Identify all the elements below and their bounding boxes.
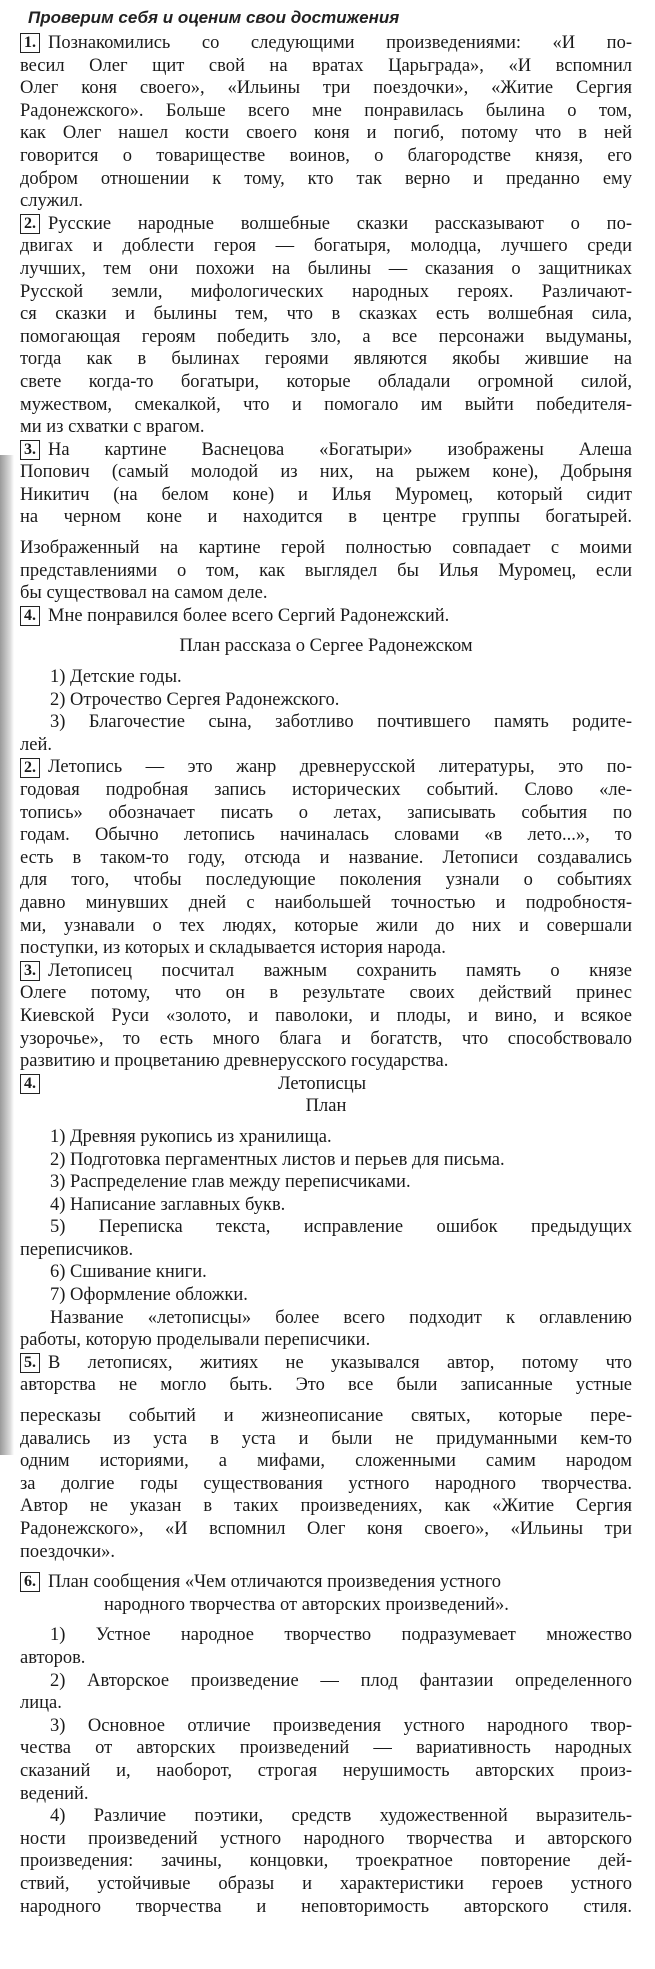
text-line: авторства не могло быть. Это все были записанные устные <box>20 1375 632 1396</box>
text-line: Летопись — это жанр древнерусской литературы, это по- <box>48 757 632 778</box>
text-line: годам. Обычно летопись начиналась словами «в лето...», то <box>20 825 632 846</box>
numbered-answer <box>20 1571 632 1616</box>
answer-first-line <box>20 1571 632 1594</box>
text-line: Радонежского», «И вспомнил Олег коня своего», «Ильины три <box>20 1519 632 1539</box>
text-line: за долгие годы существования устного народного творчества. <box>20 1473 632 1494</box>
answer-first-line <box>20 1073 632 1096</box>
text-line: Название «летописцы» более всего подходит к оглавлению <box>50 1307 632 1328</box>
text-line: 1) Древняя рукопись из хранилища. <box>50 1126 332 1147</box>
text-line: лей. <box>20 734 52 755</box>
text-line: топись» обозначает писать о летах, записывать события по <box>20 802 632 823</box>
text-line: народного творчества и неповторимость авторского стиля. <box>20 1896 632 1917</box>
document-body <box>20 32 632 1918</box>
text-line: Автор не указан в таких произведениях, как «Житие Сергия <box>20 1496 632 1517</box>
text-line: Мне понравился более всего Сергий Радонежский. <box>48 605 450 626</box>
text-line: 1) Устное народное творчество подразумевает множество <box>50 1625 632 1646</box>
text-line: ся сказки и былины тем, что в сказках есть волшебная сила, <box>20 304 632 325</box>
text-line: 3) Распределение глав между переписчиками. <box>50 1172 411 1193</box>
text-line: мужеством, смекалкой, что и помогало им выйти победителя- <box>20 394 632 415</box>
text-line: Русской земли, мифологических народных героях. Различают- <box>20 281 632 302</box>
numbered-answer <box>20 439 632 529</box>
text-block <box>20 537 632 605</box>
answer-number-box: 3. <box>20 961 40 981</box>
text-line: 2) Авторское произведение — плод фантазии определенного <box>50 1670 632 1691</box>
text-line: Никитич (на белом коне) и Илья Муромец, который сидит <box>20 484 632 505</box>
numbered-answer <box>20 605 632 628</box>
text-block <box>20 1624 632 1918</box>
text-line: 4) Написание заглавных букв. <box>50 1194 286 1215</box>
text-line: 2) Подготовка пергаментных листов и перьев для письма. <box>50 1149 505 1170</box>
text-line: Олег коня своего», «Ильины три поездочки», «Житие Сергия <box>20 78 632 99</box>
text-line: 3) Основное отличие произведения устного народного твор- <box>50 1715 632 1736</box>
answer-first-line <box>20 32 632 55</box>
text-line: развитию и процветанию древнерусского государства. <box>20 1051 449 1072</box>
text-line: ведений. <box>20 1783 89 1804</box>
text-line: Летописец посчитал важным сохранить память о князе <box>48 960 632 981</box>
text-line: В летописях, житиях не указывался автор, потому что <box>48 1352 632 1373</box>
numbered-answer <box>20 756 632 959</box>
text-line: Попович (самый молодой из них, на рыжем коне), Добрыня <box>20 462 632 483</box>
text-line: есть в таком-то году, отсюда и название. Летописи создавались <box>20 847 632 868</box>
text-line: работы, которую проделывали переписчики. <box>20 1330 371 1351</box>
text-line: поездочки». <box>20 1541 116 1562</box>
answer-number-box: 4. <box>20 606 40 626</box>
text-line: сказаний и, наоборот, строгая нерушимость авторских произ- <box>20 1760 632 1781</box>
answer-number-box: 1. <box>20 33 40 53</box>
text-line: одним историями, а мифами, сложенными самим народом <box>20 1451 632 1472</box>
answer-first-line <box>20 960 632 983</box>
answer-number-box: 2. <box>20 758 40 778</box>
text-line: ности произведений устного народного творчества и авторского <box>20 1828 632 1849</box>
text-block <box>20 1126 632 1352</box>
text-line: давно минувших дней с наибольшей точностью и подробностя- <box>20 892 632 913</box>
text-line: Изображенный на картине герой полностью совпадает с моими <box>20 538 632 559</box>
answer-number-box: 6. <box>20 1572 40 1592</box>
text-line: лица. <box>20 1693 62 1714</box>
text-line: 2) Отрочество Сергея Радонежского. <box>50 689 340 710</box>
text-line: говорится о товариществе воинов, о благородстве князя, его <box>20 145 632 166</box>
text-line: поступки, из которых и складывается история народа. <box>20 938 446 959</box>
text-line: бы существовал на самом деле. <box>20 583 268 604</box>
text-block <box>20 666 632 756</box>
text-line: добром отношении к тому, кто так верно и преданно ему <box>20 168 632 189</box>
text-line: 1) Детские годы. <box>50 667 182 688</box>
text-line: служил. <box>20 191 83 212</box>
text-line: помогающая героям победить зло, а все персонажи выдуманы, <box>20 326 632 347</box>
text-block <box>20 1405 632 1563</box>
answer-number-box: 3. <box>20 440 40 460</box>
text-line: Русские народные волшебные сказки рассказывают о по- <box>48 213 632 234</box>
answer-first-line <box>20 439 632 462</box>
answer-number-box: 4. <box>20 1074 40 1094</box>
text-block <box>20 635 632 658</box>
text-line: пересказы событий и жизнеописание святых, которые пере- <box>20 1406 632 1427</box>
answer-number-box: 2. <box>20 214 40 234</box>
text-line: авторов. <box>20 1647 86 1668</box>
answer-first-line <box>20 605 632 628</box>
centered-heading: План <box>305 1096 347 1117</box>
text-line: на черном коне и находится в центре группы богатырей. <box>20 507 632 528</box>
text-line: народного творчества от авторских произведений». <box>104 1594 509 1615</box>
page-title: Проверим себя и оценим свои достижения <box>28 8 400 27</box>
text-line: 3) Благочестие сына, заботливо почтившего память родите- <box>50 712 632 733</box>
text-line: чества от авторских произведений — вариативность народных <box>20 1738 632 1759</box>
text-line: как Олег нашел кости своего коня и погиб, потому что в ней <box>20 123 632 144</box>
answer-first-line <box>20 756 632 779</box>
text-line: ми, узнавали о тех людях, которые жили до них и совершали <box>20 915 632 936</box>
centered-heading: План рассказа о Сергее Радонежском <box>179 636 473 657</box>
text-line: ствий, устойчивые образы и характеристики героев устного <box>20 1873 632 1894</box>
answer-first-line <box>20 1352 632 1375</box>
text-line: Олеге потому, что он в результате своих действий принес <box>20 983 632 1004</box>
text-line: лучших, тем они похожи на былины — сказания о защитниках <box>20 258 632 279</box>
answer-first-line <box>20 213 632 236</box>
text-line: переписчиков. <box>20 1239 134 1260</box>
text-line: произведения: зачины, концовки, троекратное повторение дей- <box>20 1851 632 1872</box>
text-line: План сообщения «Чем отличаются произведения устного <box>48 1572 502 1593</box>
numbered-answer <box>20 32 632 213</box>
text-line: весил Олег щит свой на вратах Царьграда», «И вспомнил <box>20 55 632 76</box>
text-line: Познакомились со следующими произведениями: «И по- <box>48 33 632 53</box>
text-line: представлениями о том, как выглядел бы Илья Муромец, если <box>20 560 632 581</box>
text-line: узорочье», то есть много блага и богатств, что способствовало <box>20 1028 632 1049</box>
scan-edge-shadow <box>0 455 14 1455</box>
text-line: 7) Оформление обложки. <box>50 1285 248 1306</box>
numbered-answer <box>20 960 632 1073</box>
text-line: Радонежского». Больше всего мне понравилась былина о том, <box>20 100 632 121</box>
text-line: Киевской Руси «золото, и паволоки, и плоды, и вино, и всякое <box>20 1005 632 1026</box>
text-line: На картине Васнецова «Богатыри» изображены Алеша <box>48 439 632 460</box>
text-line: ми из схватки с врагом. <box>20 417 205 438</box>
text-line: свете когда-то богатыри, которые обладали огромной силой, <box>20 371 632 392</box>
text-line: 4) Различие поэтики, средств художественной выразитель- <box>50 1806 632 1827</box>
numbered-answer <box>20 1073 632 1118</box>
text-line: двигах и доблести героя — богатыря, молодца, лучшего среди <box>20 236 632 257</box>
text-line: 5) Переписка текста, исправление ошибок предыдущих <box>50 1217 632 1238</box>
answer-number-box: 5. <box>20 1353 40 1373</box>
text-line: 6) Сшивание книги. <box>50 1262 207 1283</box>
numbered-answer <box>20 1352 632 1397</box>
text-line: Летописцы <box>277 1073 367 1094</box>
numbered-answer <box>20 213 632 439</box>
text-line: годовая подробная запись исторических событий. Слово «ле- <box>20 780 632 800</box>
text-line: давались из уста в уста и были не придуманными кем-то <box>20 1428 632 1449</box>
document-page <box>20 6 632 1918</box>
text-line: для того, чтобы последующие поколения узнали о событиях <box>20 870 632 891</box>
text-line: тогда как в былинах героями являются якобы жившие на <box>20 349 632 370</box>
